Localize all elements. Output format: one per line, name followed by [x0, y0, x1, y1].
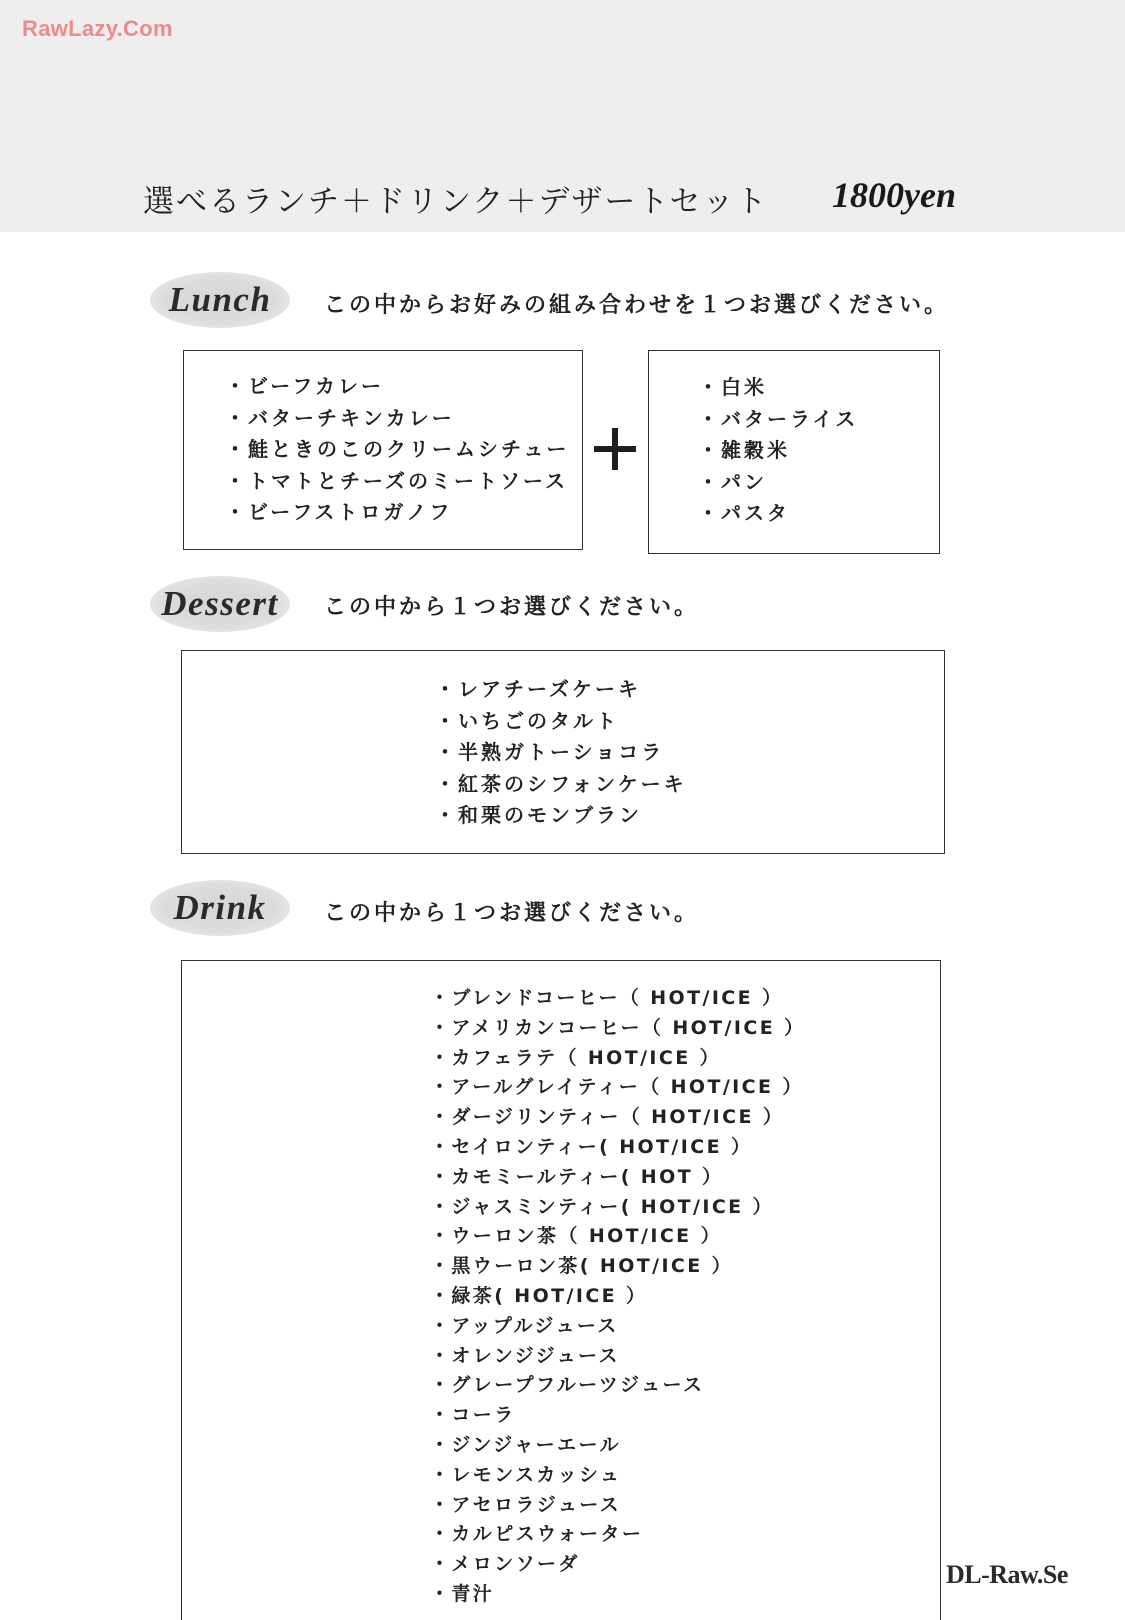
list-item: ・ビーフストロガノフ	[225, 500, 453, 525]
list-item: ・メロンソーダ	[430, 1553, 580, 1576]
list-item: ・青汁	[430, 1582, 495, 1605]
drink-label: Drink	[173, 888, 267, 927]
list-item: ・白米	[698, 375, 767, 399]
lunch-instruction: この中からお好みの組み合わせを１つお選びください。	[324, 293, 950, 318]
list-item: ・ジャスミンティー( HOT/ICE ）	[430, 1195, 774, 1218]
list-item: ・セイロンティー( HOT/ICE ）	[430, 1135, 753, 1158]
list-item: ・鮭ときのこのクリームシチュー	[225, 437, 570, 462]
list-item: ・アメリカンコーヒー（ HOT/ICE ）	[430, 1016, 806, 1039]
list-item: ・トマトとチーズのミートソース	[225, 468, 568, 493]
list-item: ・レアチーズケーキ	[435, 677, 641, 701]
list-item: ・ウーロン茶（ HOT/ICE ）	[430, 1225, 722, 1248]
list-item: ・緑茶( HOT/ICE ）	[430, 1284, 648, 1307]
list-item: ・ダージリンティー（ HOT/ICE ）	[430, 1106, 785, 1129]
lunch-sides-box	[648, 350, 940, 554]
lunch-label: Lunch	[168, 280, 272, 319]
list-item: ・アップルジュース	[430, 1314, 619, 1337]
list-item: ・ビーフカレー	[225, 374, 384, 398]
list-item: ・レモンスカッシュ	[430, 1463, 622, 1486]
list-item: ・ブレンドコーヒー（ HOT/ICE ）	[430, 987, 784, 1009]
drink-instruction: この中から１つお選びください。	[324, 901, 700, 926]
list-item: ・バターライス	[698, 406, 859, 431]
plus-icon	[594, 428, 636, 470]
list-item: ・バターチキンカレー	[225, 405, 455, 430]
drink-box	[181, 960, 941, 1620]
drink-badge	[150, 880, 290, 936]
dessert-list	[435, 674, 687, 832]
list-item: ・カモミールティー( HOT ）	[430, 1165, 724, 1188]
list-item: ・半熟ガトーショコラ	[435, 740, 665, 765]
lunch-badge	[150, 272, 290, 328]
list-item: ・コーラ	[430, 1404, 516, 1427]
dessert-badge	[150, 576, 290, 632]
dessert-label: Dessert	[161, 584, 279, 623]
lunch-mains-list	[225, 371, 569, 529]
list-item: ・グレープフルーツジュース	[430, 1374, 705, 1397]
list-item: ・黒ウーロン茶( HOT/ICE ）	[430, 1255, 734, 1278]
dessert-box	[181, 650, 945, 854]
list-item: ・和栗のモンブラン	[435, 803, 642, 828]
list-item: ・パン	[698, 469, 767, 494]
lunch-sides-list	[698, 372, 858, 530]
watermark-bottom: DL-Raw.Se	[946, 1560, 1068, 1589]
list-item: ・オレンジジュース	[430, 1344, 620, 1367]
set-price: 1800yen	[832, 175, 956, 215]
list-item: ・パスタ	[698, 501, 790, 526]
list-item: ・アールグレイティー（ HOT/ICE ）	[430, 1076, 804, 1099]
list-item: ・カルピスウォーター	[430, 1523, 644, 1546]
list-item: ・雑穀米	[698, 438, 790, 463]
list-item: ・ジンジャーエール	[430, 1433, 621, 1456]
lunch-mains-box	[183, 350, 583, 550]
dessert-instruction: この中から１つお選びください。	[324, 595, 700, 620]
list-item: ・いちごのタルト	[435, 708, 619, 733]
list-item: ・紅茶のシフォンケーキ	[435, 771, 687, 796]
watermark-top: RawLazy.Com	[22, 16, 173, 41]
drink-list	[430, 984, 806, 1610]
list-item: ・アセロラジュース	[430, 1493, 622, 1516]
set-title: 選べるランチ＋ドリンク＋デザートセット	[143, 184, 769, 220]
list-item: ・カフェラテ（ HOT/ICE ）	[430, 1046, 722, 1069]
